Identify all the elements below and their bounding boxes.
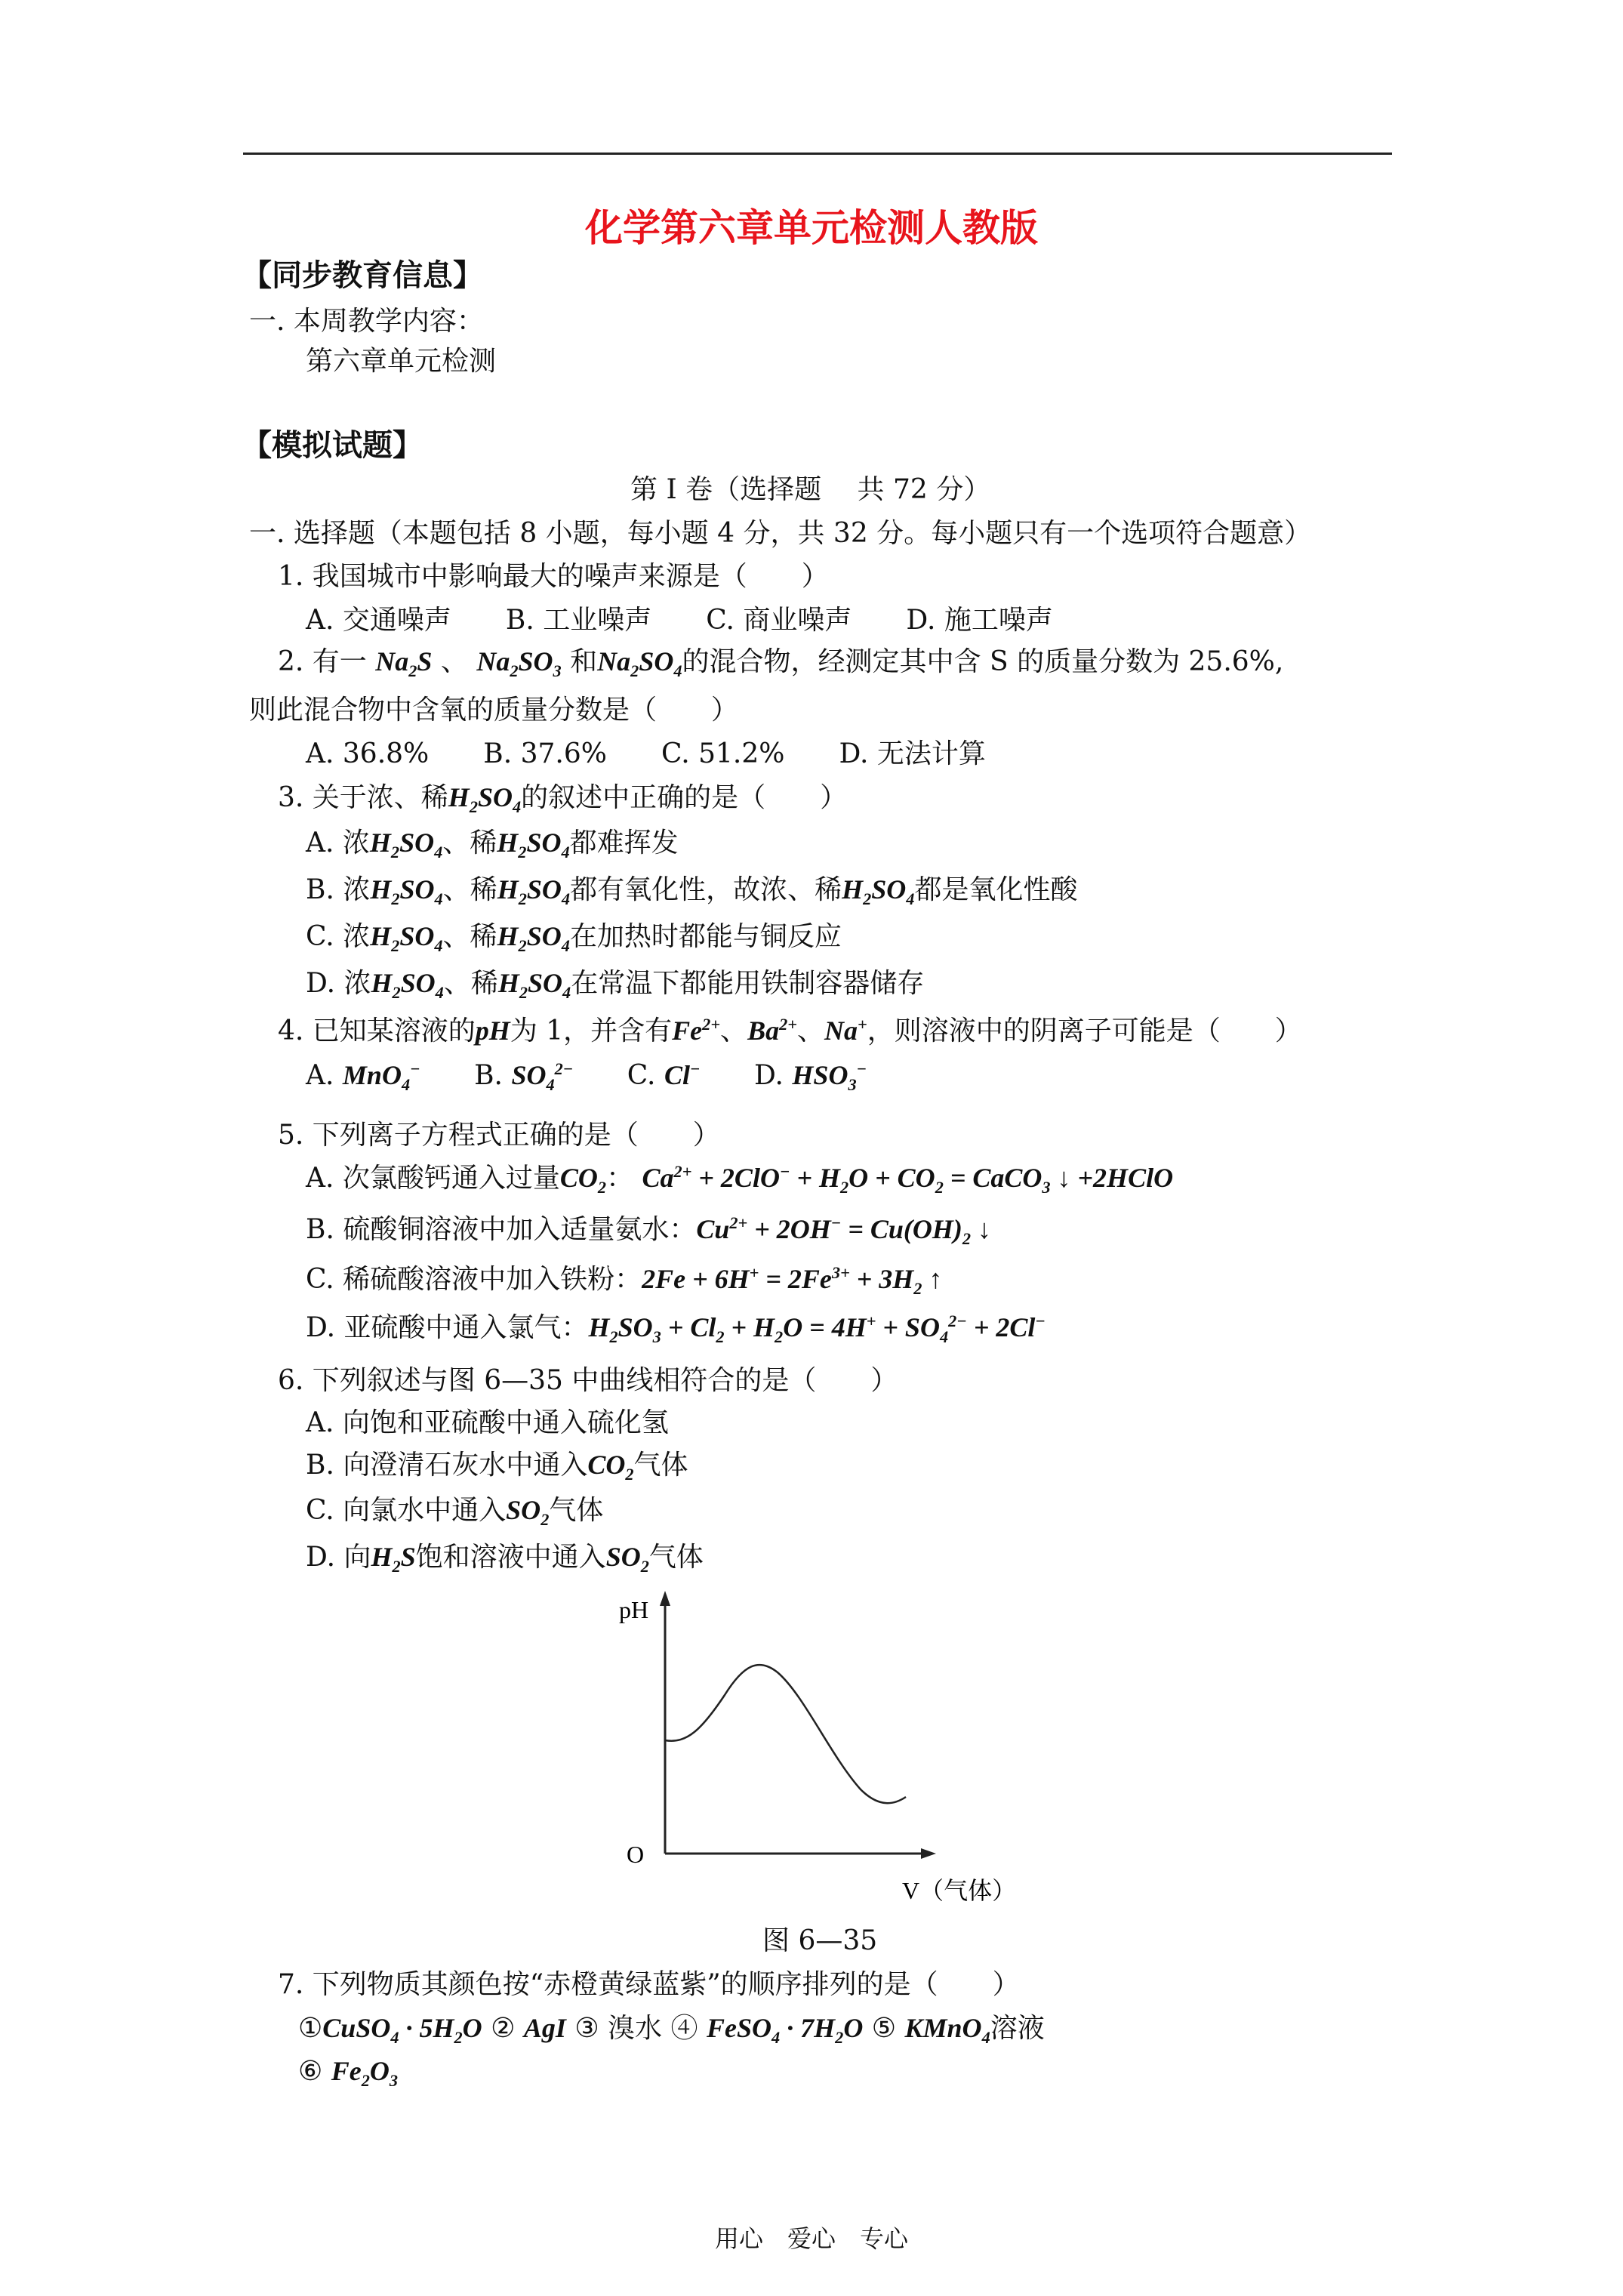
- info-line-2: 第六章单元检测: [306, 346, 497, 377]
- figure-caption: 图 6—35: [762, 1925, 878, 1956]
- q6-stem: 6. 下列叙述与图 6—35 中曲线相符合的是（ ）: [278, 1365, 898, 1396]
- q7-options-line-1: ①CuSO$_4$ · $5H_2O$ ② AgI ③ 溴水 ④ FeSO$_4$ · $7H_2O$ ⑤ KMnO$_4$溶液: [298, 2013, 1045, 2048]
- formula-na2so4: $Na_2SO_4$: [597, 646, 682, 681]
- q3-stem: 3. 关于浓、稀$H_2SO_4$的叙述中正确的是（ ）: [278, 782, 848, 817]
- q6-option-a: A. 向饱和亚硫酸中通入硫化氢: [306, 1407, 669, 1438]
- formula-na2s: $Na_2S$: [375, 646, 433, 681]
- q1-stem: 1. 我国城市中影响最大的噪声来源是（ ）: [278, 561, 829, 592]
- ph-curve: [665, 1665, 906, 1803]
- y-axis-arrow: [660, 1591, 670, 1606]
- q5-option-b: B. 硫酸铜溶液中加入适量氨水：$Cu^{2+} + 2OH^- = Cu(OH)_2$ ↓: [306, 1213, 991, 1249]
- q2-line-2: 则此混合物中含氧的质量分数是（ ）: [249, 695, 739, 726]
- header-rule: [243, 153, 1392, 155]
- q4-options: A. MnO$_4$− B. $SO_4^{2-}$ C. Cl− D. $HSO_3^-$: [306, 1059, 867, 1095]
- q6-option-c: C. 向氯水中通入$SO_2$气体: [306, 1495, 604, 1530]
- q2-options: A. 36.8% B. 37.6% C. 51.2% D. 无法计算: [306, 738, 986, 769]
- y-axis-label: pH: [619, 1596, 649, 1623]
- q3-option-d: D. 浓$H_2SO_4$、稀$H_2SO_4$在常温下都能用铁制容器储存: [306, 968, 925, 1003]
- q3-option-a: A. 浓$H_2SO_4$、稀$H_2SO_4$都难挥发: [306, 827, 679, 862]
- q5-stem: 5. 下列离子方程式正确的是（ ）: [278, 1120, 720, 1151]
- q6-option-d: D. 向$H_2S$饱和溶液中通入$SO_2$气体: [306, 1542, 704, 1576]
- info-heading: 【同步教育信息】: [242, 257, 483, 293]
- q7-stem: 7. 下列物质其颜色按“赤橙黄绿蓝紫”的顺序排列的是（ ）: [278, 1969, 1020, 2000]
- origin-label: O: [627, 1841, 645, 1868]
- page-footer: 用心 爱心 专心: [714, 2224, 908, 2253]
- x-axis-arrow: [921, 1848, 936, 1859]
- q5-option-a: A. 次氯酸钙通入过量$CO_2$： $Ca^{2+} + 2ClO^- + H_2O + CO_2$ = CaCO$_3$ ↓ +2HClO: [306, 1162, 1174, 1197]
- sim-heading: 【模拟试题】: [242, 427, 423, 463]
- info-line-1: 一. 本周教学内容：: [249, 306, 484, 337]
- q1-options: A. 交通噪声 B. 工业噪声 C. 商业噪声 D. 施工噪声: [306, 605, 1053, 636]
- q3-option-b: B. 浓$H_2SO_4$、稀$H_2SO_4$都有氧化性，故浓、稀$H_2SO_4$都是氧化性酸: [306, 874, 1078, 909]
- page-title: 化学第六章单元检测人教版: [585, 205, 1038, 250]
- formula-na2so3: $Na_2SO_3$: [476, 646, 562, 681]
- q3-option-c: C. 浓$H_2SO_4$、稀$H_2SO_4$在加热时都能与铜反应: [306, 921, 842, 956]
- section-1-heading: 一. 选择题（本题包括 8 小题，每小题 4 分，共 32 分。每小题只有一个选项符合题意）: [249, 518, 1312, 549]
- q6-option-b: B. 向澄清石灰水中通入$CO_2$气体: [306, 1450, 688, 1484]
- q5-option-d: D. 亚硫酸中通入氯气：$H_2SO_3 + Cl_2 + H_2O = 4H^+ + SO_4^{2-} + 2Cl^-$: [306, 1311, 1046, 1347]
- ph-curve-figure: [604, 1589, 1072, 1914]
- q2-stem: 2. 有一 $Na_2S$ 、 $Na_2SO_3$ 和$Na_2SO_4$的混合物，经测定其中含 S 的质量分数为 25.6%,: [278, 646, 1284, 681]
- part-heading: 第 I 卷（选择题 共 72 分）: [630, 474, 991, 505]
- q7-options-line-2: ⑥ $Fe_2O_3$: [298, 2056, 399, 2091]
- q4-stem: 4. 已知某溶液的pH为 1，并含有$Fe^{2+}$、$Ba^{2+}$、Na+，则溶液中的阴离子可能是（ ）: [278, 1015, 1302, 1046]
- q5-option-c: C. 稀硫酸溶液中加入铁粉：$2Fe + 6H^+ = 2Fe^{3+} + 3H_2$ ↑: [306, 1263, 943, 1299]
- x-axis-label: V（气体）: [902, 1877, 1017, 1904]
